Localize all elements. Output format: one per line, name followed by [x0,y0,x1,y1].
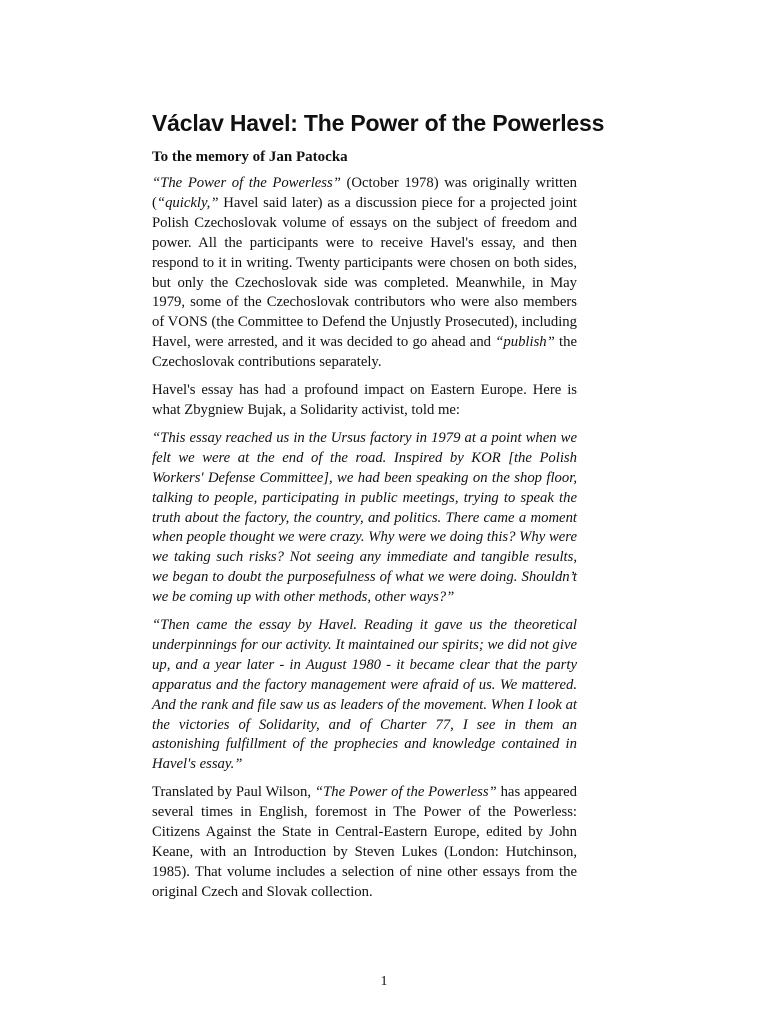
document-title: Václav Havel: The Power of the Powerless [152,110,605,136]
page-number: 1 [380,974,388,989]
intro-text-3: the Czechoslovak contributions separately. [152,334,577,371]
translation-paragraph [152,783,577,902]
intro-text-2: Havel said later) as a discussion piece for a projected joint Polish Czechoslovak volume of essays on the subject of freedom and power. All the participants were to receive Havel's essay, and then respond to it in writing. Twenty participants were chosen on both sides, but only the Czechoslovak side was completed. Meanwhile, in May 1979, some of the Czechoslovak contributors who were also members of VONS (the Committee to Defend the Unjustly Prosecuted), including Havel, were arrested, and it was decided to go ahead and [152,194,577,351]
publish-italic: “publish” [495,334,555,351]
essay-title-italic: “The Power of the Powerless” [152,175,341,191]
translation-text-2: has appeared several times in English, foremost in The Power of the Powerless: Citizens Against the State in Central-Eastern Europe, edited by John Keane, with an Introduction by Steven Lukes (London: Hutchinson, 1985). That volume includes a selection of nine other essays from the original Czech and Slovak collection. [152,784,577,900]
translation-text-1: Translated by Paul Wilson, [152,784,315,801]
essay-title-italic-2: “The Power of the Powerless” [314,784,497,801]
bujak-quote-2: “Then came the essay by Havel. Reading it gave us the theoretical underpinnings for our activity. It maintained our spirits; we did not give up, and a year later - in August 1980 - it became clear that the party apparatus and the factory management were afraid of us. We mattered. And the rank and file saw us as leaders of the movement. When I look at the victories of Solidarity, and of Charter 77, I see in them an astonishing fulfillment of the prophecies and knowledge contained in Havel's essay.” [152,617,577,773]
quickly-italic: “quickly,” [156,194,219,211]
intro-text-1: (October 1978) was originally written ( [152,175,577,211]
impact-paragraph: Havel's essay has had a profound impact on Eastern Europe. Here is what Zbygniew Bujak, a Solidarity activist, told me: [152,382,577,418]
bujak-quote-1: “This essay reached us in the Ursus factory in 1979 at a point when we felt we were at the end of the road. Inspired by KOR [the Polish Workers' Defense Committee], we had been speaking on the shop floor, talking to people, participating in public meetings, trying to speak the truth about the factory, the country, and politics. There came a moment when people thought we were crazy. Why were we doing this? Why were we taking such risks? Not seeing any immediate and tangible results, we began to doubt the purposefulness of what we were doing. Shouldn’t we be coming up with other methods, other ways?” [152,429,577,606]
page-content [152,108,605,911]
dedication: To the memory of Jan Patocka [152,149,348,165]
intro-paragraph [152,174,577,373]
